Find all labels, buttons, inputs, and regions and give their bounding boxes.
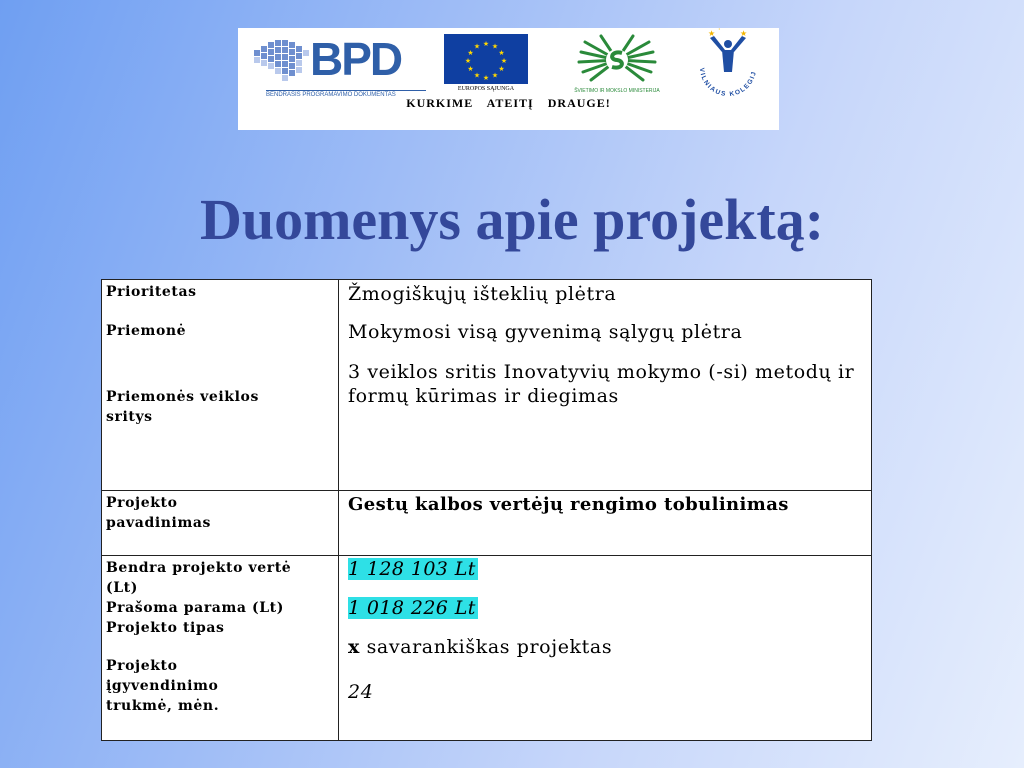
value-activity-areas: 3 veiklos sritis Inovatyvių mokymo (-si) metodų ir formų kūrimas ir diegimas <box>348 361 855 407</box>
label-project-type: Projekto tipas <box>106 620 225 636</box>
svg-text:·: · <box>718 28 721 34</box>
value-priority: Žmogiškųjų išteklių plėtra <box>348 283 617 305</box>
page-title: Duomenys apie projektą: <box>199 187 825 252</box>
eu-label: EUROPOS SĄJUNGA <box>457 86 515 92</box>
value-project-name: Gestų kalbos vertėjų rengimo tobulinimas <box>348 494 789 515</box>
svg-text:★: ★ <box>464 57 472 65</box>
svg-text:★: ★ <box>473 42 481 51</box>
bpd-subtitle: BENDRASIS PROGRAMAVIMO DOKUMENTAS <box>266 90 426 98</box>
svg-text:★: ★ <box>473 71 481 80</box>
table-row <box>102 491 872 556</box>
project-type-text: savarankiškas projektas <box>366 636 613 658</box>
value-measure: Mokymosi visą gyvenimą sąlygų plėtra <box>348 321 743 343</box>
value-duration: 24 <box>348 681 374 703</box>
svg-text:★: ★ <box>467 49 474 57</box>
labels-cell <box>102 556 339 741</box>
values-cell <box>339 491 872 556</box>
svg-text:★: ★ <box>498 49 505 57</box>
bpd-text: BPD <box>310 33 402 85</box>
value-total-value: 1 128 103 Lt <box>348 558 476 580</box>
svg-text:★: ★ <box>498 65 505 73</box>
values-cell <box>339 280 872 491</box>
label-total-value: Bendra projekto vertė (Lt) <box>106 560 292 596</box>
label-measure: Priemonė <box>106 323 187 339</box>
label-duration: Projekto įgyvendinimo trukmė, mėn. <box>106 658 220 714</box>
svg-text:VILNIAUS KOLEGIJA <box>688 28 758 98</box>
vilniaus-kolegija-label: VILNIAUS KOLEGIJ <box>697 67 758 99</box>
svg-text:★: ★ <box>467 65 474 73</box>
value-project-type <box>348 635 863 659</box>
project-type-mark: x <box>348 636 360 658</box>
svg-text:★: ★ <box>740 29 748 38</box>
svg-text:★: ★ <box>500 57 508 65</box>
bpd-logo <box>248 34 418 98</box>
ministry-emblem-icon <box>571 32 663 88</box>
values-cell <box>339 556 872 741</box>
svg-text:★: ★ <box>708 29 716 38</box>
eu-logo <box>444 34 528 90</box>
table-row <box>102 280 872 491</box>
value-requested-support: 1 018 226 Lt <box>348 597 476 619</box>
svg-text:★: ★ <box>482 40 490 48</box>
label-requested-support: Prašoma parama (Lt) <box>106 600 284 616</box>
svg-text:★: ★ <box>491 71 499 80</box>
svg-text:★: ★ <box>482 74 490 82</box>
ministry-logo <box>571 32 663 96</box>
slogan: KURKIME ATEITĮ DRAUGE! <box>406 96 611 110</box>
eu-flag-icon <box>444 34 528 84</box>
label-project-name: Projekto pavadinimas <box>106 495 212 531</box>
table-row <box>102 556 872 741</box>
labels-cell <box>102 280 339 491</box>
label-activity-areas: Priemonės veiklos sritys <box>106 389 259 425</box>
labels-cell <box>102 491 339 556</box>
svg-text:★: ★ <box>491 42 499 51</box>
label-priority: Prioritetas <box>106 284 197 300</box>
logo-banner <box>238 28 779 130</box>
ministry-label: ŠVIETIMO IR MOKSLO MINISTERIJA <box>574 88 660 94</box>
project-info-table <box>101 279 872 741</box>
